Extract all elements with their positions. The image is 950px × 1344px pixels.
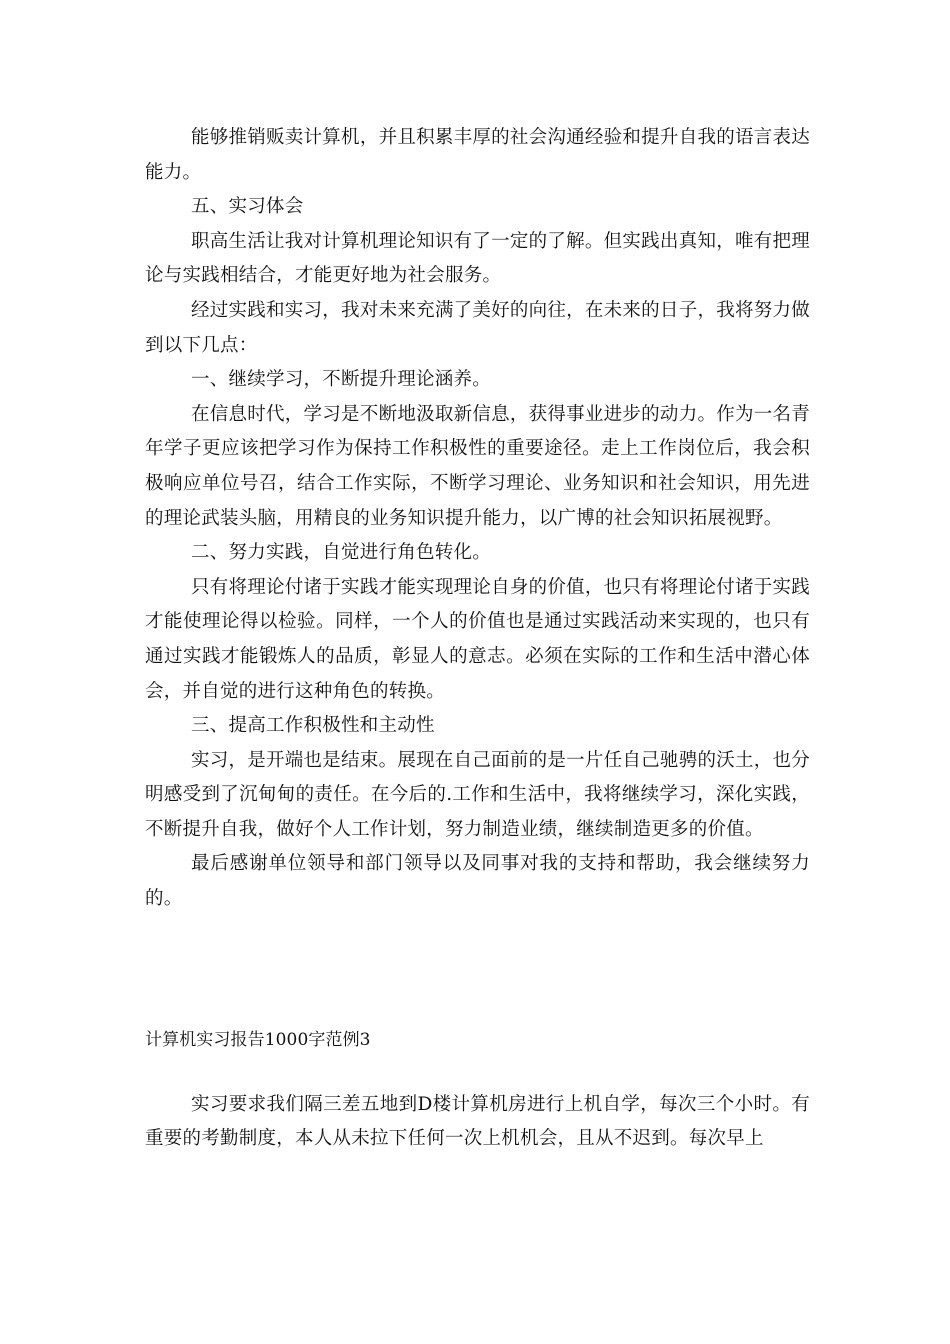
paragraph: 一、继续学习，不断提升理论涵养。 [191, 369, 492, 391]
paragraph: 二、努力实践，自觉进行角色转化。 [191, 542, 492, 564]
paragraph: 实习要求我们隔三差五地到D楼计算机房进行上机自学，每次三个小时。有重要的考勤制度，本人从未拉下任何一次上机机会，且从不迟到。每次早上 [145, 1093, 810, 1150]
section-title: 计算机实习报告1000字范例3 [145, 1029, 371, 1050]
report-body-part1 [145, 121, 810, 917]
section-title-gap [145, 1057, 810, 1088]
section-gap [145, 917, 810, 1023]
paragraph: 在信息时代，学习是不断地汲取新信息，获得事业进步的动力。作为一名青年学子更应该把学习作为保持工作积极性的重要途径。走上工作岗位后，我会积极响应单位号召，结合工作实际，不断学习理论、业务知识和社会知识，用先进的理论武装头脑，用精良的业务知识提升能力，以广博的社会知识拓展视野。 [145, 403, 810, 529]
paragraph: 五、实习体会 [191, 196, 304, 218]
document-content [145, 121, 810, 1157]
paragraph: 实习，是开端也是结束。展现在自己面前的是一片任自己驰骋的沃土，也分明感受到了沉甸甸的责任。在今后的.工作和生活中，我将继续学习，深化实践，不断提升自我，做好个人工作计划，努力制造业绩，继续制造更多的价值。 [145, 749, 810, 840]
paragraph: 最后感谢单位领导和部门领导以及同事对我的支持和帮助，我会继续努力的。 [145, 853, 810, 910]
paragraph: 能够推销贩卖计算机，并且积累丰厚的社会沟通经验和提升自我的语言表达能力。 [145, 127, 810, 183]
paragraph: 只有将理论付诸于实践才能实现理论自身的价值，也只有将理论付诸于实践才能使理论得以检验。同样，一个人的价值也是通过实践活动来实现的，也只有通过实践才能锻炼人的品质，彰显人的意志。必须在实际的工作和生活中潜心体会，并自觉的进行这种角色的转换。 [145, 576, 810, 702]
paragraph: 三、提高工作积极性和主动性 [191, 715, 435, 737]
report-body-part2 [145, 1088, 810, 1157]
paragraph: 职高生活让我对计算机理论知识有了一定的了解。但实践出真知，唯有把理论与实践相结合，才能更好地为社会服务。 [145, 230, 810, 287]
paragraph: 经过实践和实习，我对未来充满了美好的向往，在未来的日子，我将努力做到以下几点： [145, 299, 810, 356]
